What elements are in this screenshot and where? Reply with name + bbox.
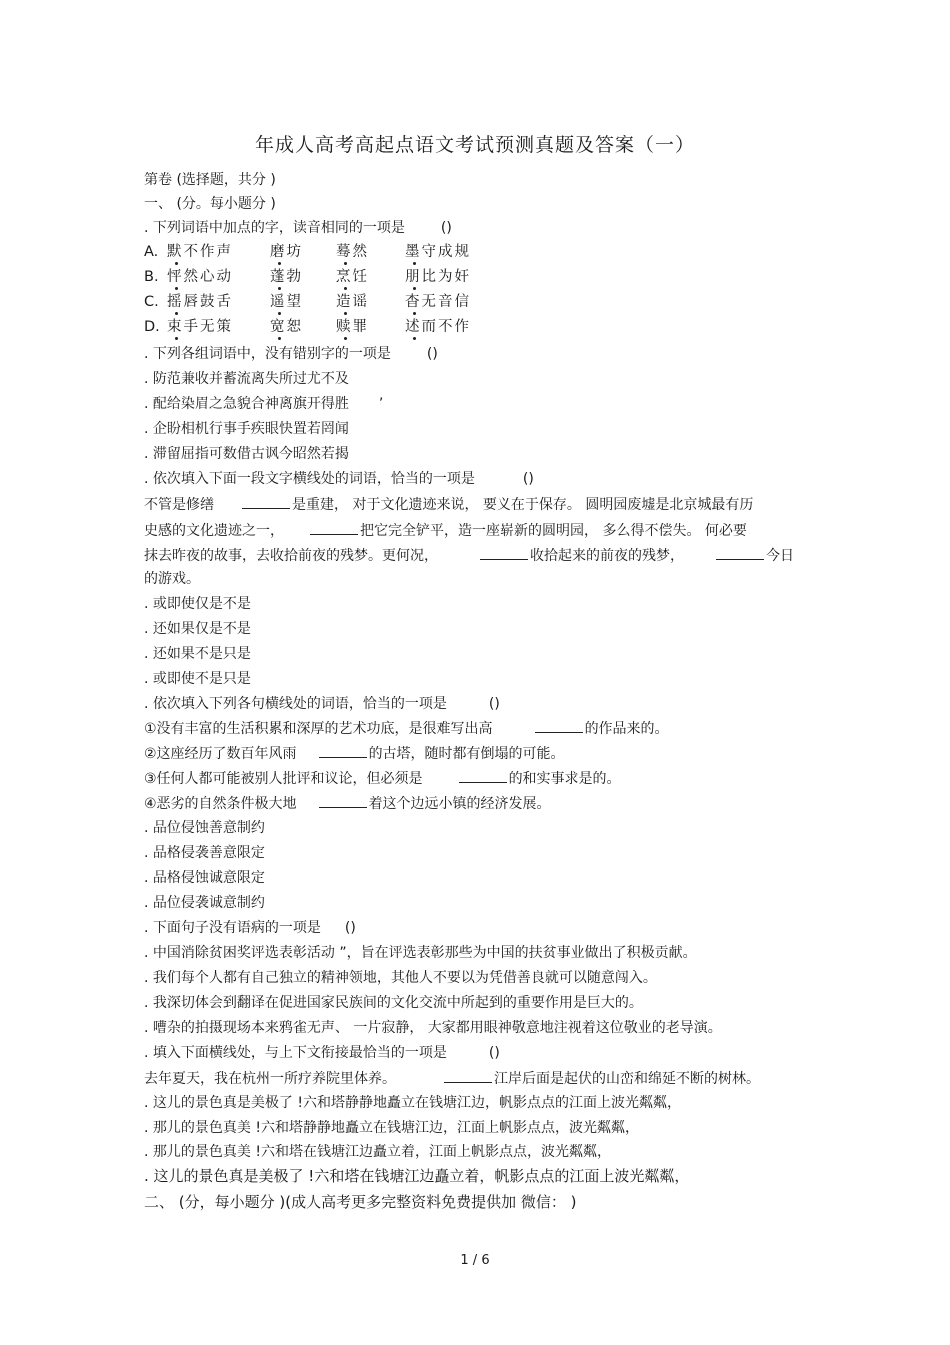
q3-passage-line4: 的游戏。	[144, 571, 200, 587]
page-number: 1 / 6	[460, 1253, 490, 1268]
q1-option-d-word1: 束手无策	[167, 319, 233, 335]
emphasis-dot	[175, 312, 178, 315]
q4-option-b: . 品格侵袭善意限定	[144, 845, 265, 861]
q5-option-c: . 我深切体会到翻译在促进国家民族间的文化交流中所起到的重要作用是巨大的。	[144, 995, 643, 1011]
q1-option-c-letter: C.	[144, 294, 159, 310]
q1-option-a-letter: A.	[144, 244, 159, 260]
emphasis-dot	[175, 337, 178, 340]
q3-option-a: . 或即使仅是不是	[144, 596, 251, 612]
emphasis-dot	[175, 262, 178, 265]
section1-header: 一、 (分。每小题分 )	[144, 196, 276, 212]
q4-option-a: . 品位侵蚀善意制约	[144, 820, 265, 836]
q3-passage-line1: 不管是修缮 是重建， 对于文化遗迹来说， 要义在于保存。 圆明园废墟是北京城最有历	[144, 494, 753, 515]
emphasis-dot	[344, 337, 347, 340]
q2-option-a: . 防范兼收并蓄流离失所过尤不及	[144, 371, 349, 387]
q6-option-b: . 那儿的景色真美 !六和塔静静地矗立在钱塘江边，江面上帆影点点，波光粼粼，	[144, 1120, 639, 1136]
q1-option-d-letter: D.	[144, 319, 160, 335]
q3-stem: . 依次填入下面一段文字横线处的词语，恰当的一项是 ()	[144, 471, 534, 487]
q3-option-c: . 还如果不是只是	[144, 646, 251, 662]
q5-option-b: . 我们每个人都有自己独立的精神领地，其他人不要以为凭借善良就可以随意闯入。	[144, 970, 657, 986]
q4-option-c: . 品格侵蚀诚意限定	[144, 870, 265, 886]
q4-option-d: . 品位侵袭诚意制约	[144, 895, 265, 911]
emphasis-dot	[175, 287, 178, 290]
q6-option-d: . 这儿的景色真是美极了 !六和塔在钱塘江边矗立着，帆影点点的江面上波光粼粼，	[144, 1167, 690, 1185]
emphasis-dot	[278, 312, 281, 315]
q1-option-b-word4: 朋比为奸	[405, 269, 471, 285]
page-title: 年成人高考高起点语文考试预测真题及答案（一）	[254, 134, 695, 156]
q1-option-a-word3: 蓦然	[336, 244, 369, 260]
q6-stem: . 填入下面横线处，与上下文衔接最恰当的一项是 ()	[144, 1045, 500, 1061]
emphasis-dot	[278, 287, 281, 290]
q3-passage-line3: 抹去昨夜的故事，去收拾前夜的残梦。更何况， 收拾起来的前夜的残梦， 今日	[144, 545, 794, 566]
emphasis-dot	[413, 262, 416, 265]
q3-passage-line2: 史感的文化遗迹之一， 把它完全铲平，造一座崭新的圆明园， 多么得不偿失。 何必要	[144, 520, 747, 541]
q1-option-d-word4: 述而不作	[405, 319, 471, 335]
q3-option-d: . 或即使不是只是	[144, 671, 251, 687]
emphasis-dot	[344, 287, 347, 290]
q4-stem: . 依次填入下列各句横线处的词语，恰当的一项是 ()	[144, 696, 500, 712]
q1-option-b-letter: B.	[144, 269, 159, 285]
q2-option-b: . 配给染眉之急貌合神离旗开得胜 ’	[144, 396, 384, 412]
emphasis-dot	[278, 262, 281, 265]
q6-passage: 去年夏天，我在杭州一所疗养院里体养。 江岸后面是起伏的山峦和绵延不断的树林。	[144, 1068, 760, 1089]
emphasis-dot	[413, 287, 416, 290]
q1-option-b-word2: 蓬勃	[270, 269, 303, 285]
emphasis-dot	[413, 337, 416, 340]
q5-option-a: . 中国消除贫困奖评选表彰活动 ”，旨在评选表彰那些为中国的扶贫事业做出了积极贡献。	[144, 945, 697, 961]
q4-sentence-2: ②这座经历了数百年风雨 的古塔，随时都有倒塌的可能。	[144, 743, 565, 764]
emphasis-dot	[413, 312, 416, 315]
q1-option-c-word2: 遥望	[270, 294, 303, 310]
q5-stem: . 下面句子没有语病的一项是 ()	[144, 920, 356, 936]
q2-stem: . 下列各组词语中，没有错别字的一项是 ()	[144, 346, 438, 362]
q1-stem: . 下列词语中加点的字，读音相同的一项是 ()	[144, 220, 452, 236]
q3-option-b: . 还如果仅是不是	[144, 621, 251, 637]
q1-option-c-word1: 摇唇鼓舌	[167, 294, 233, 310]
part1-header: 第卷 (选择题，共分 )	[144, 172, 276, 188]
q2-option-c: . 企盼相机行事手疾眼快置若罔闻	[144, 421, 349, 437]
q6-option-c: . 那儿的景色真美 !六和塔在钱塘江边矗立着，江面上帆影点点，波光粼粼，	[144, 1144, 611, 1160]
emphasis-dot	[344, 262, 347, 265]
q1-option-a-word2: 磨坊	[270, 244, 303, 260]
q1-option-c-word3: 造谣	[336, 294, 369, 310]
q4-sentence-1: ①没有丰富的生活积累和深厚的艺术功底，是很难写出高 的作品来的。	[144, 718, 669, 739]
q1-option-a-word4: 墨守成规	[405, 244, 471, 260]
q4-sentence-3: ③任何人都可能被别人批评和议论，但必须是 的和实事求是的。	[144, 768, 621, 789]
q4-sentence-4: ④恶劣的自然条件极大地 着这个边远小镇的经济发展。	[144, 793, 551, 814]
emphasis-dot	[344, 312, 347, 315]
q2-option-d: . 滞留屈指可数借古讽今昭然若揭	[144, 446, 349, 462]
q1-option-a-word1: 默不作声	[167, 244, 233, 260]
q1-option-c-word4: 杳无音信	[405, 294, 471, 310]
q1-option-b-word3: 烹饪	[336, 269, 369, 285]
section2-header: 二、 (分，每小题分 )(成人高考更多完整资料免费提供加 微信： )	[144, 1193, 577, 1211]
q1-option-d-word2: 宽恕	[270, 319, 303, 335]
emphasis-dot	[278, 337, 281, 340]
q1-option-d-word3: 赎罪	[336, 319, 369, 335]
q5-option-d: . 嘈杂的拍摄现场本来鸦雀无声、 一片寂静， 大家都用眼神敬意地注视着这位敬业的老导演。	[144, 1020, 722, 1036]
q6-option-a: . 这儿的景色真是美极了 !六和塔静静地矗立在钱塘江边，帆影点点的江面上波光粼粼，	[144, 1095, 681, 1111]
q1-option-b-word1: 怦然心动	[167, 269, 233, 285]
